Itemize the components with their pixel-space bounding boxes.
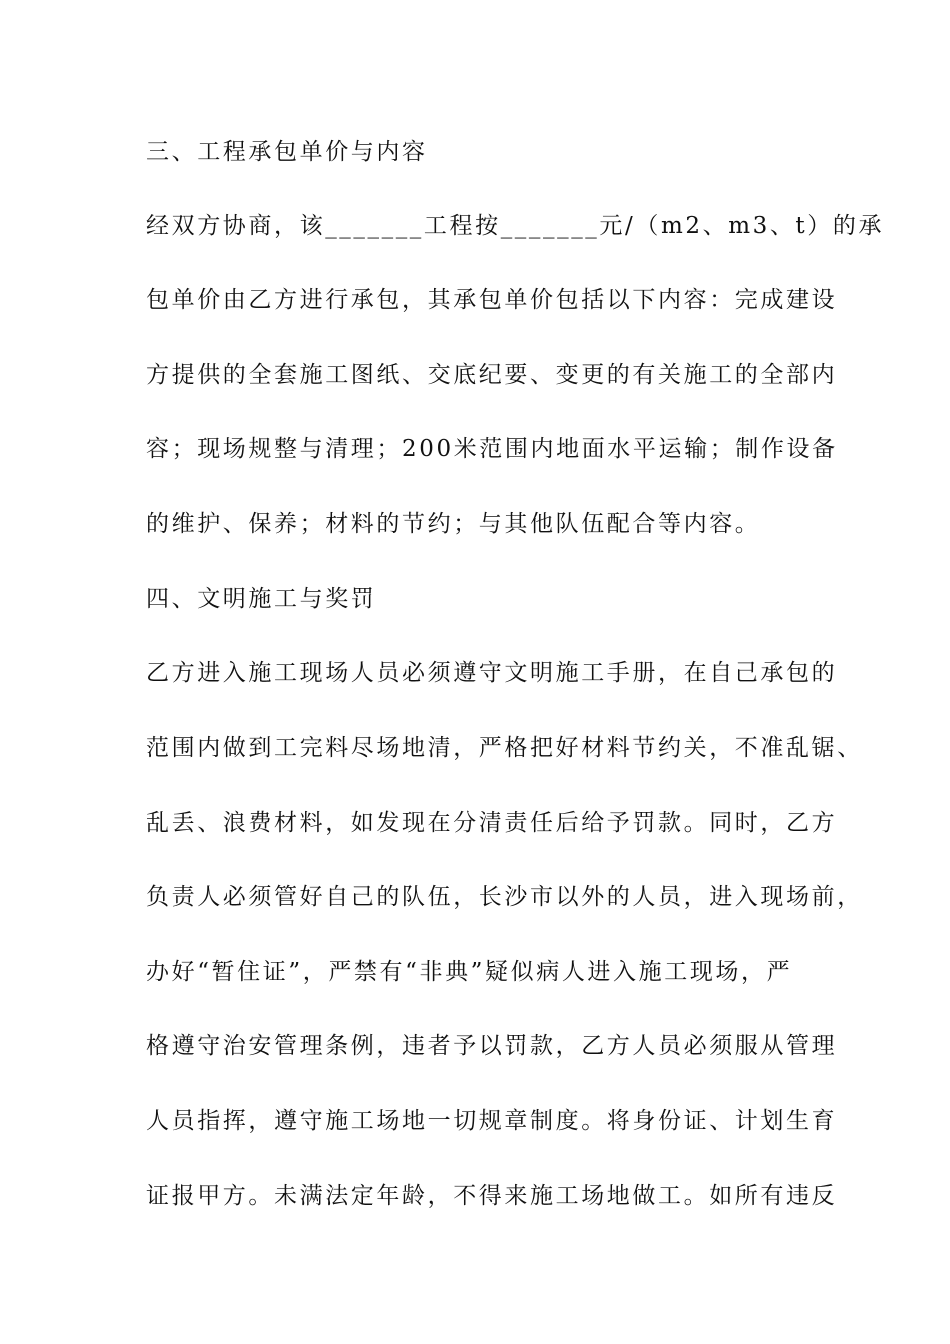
paragraph-line: 人员指挥，遵守施工场地一切规章制度。将身份证、计划生育 <box>146 1108 838 1134</box>
paragraph-line: 负责人必须管好自己的队伍，长沙市以外的人员，进入现场前， <box>146 884 863 910</box>
paragraph-line: 的维护、保养；材料的节约；与其他队伍配合等内容。 <box>146 511 761 537</box>
paragraph-line: 证报甲方。未满法定年龄，不得来施工场地做工。如所有违反 <box>146 1183 838 1209</box>
paragraph-line: 包单价由乙方进行承包，其承包单价包括以下内容：完成建设 <box>146 287 838 313</box>
paragraph-line: 格遵守治安管理条例，违者予以罚款，乙方人员必须服从管理 <box>146 1033 838 1059</box>
section-heading-4: 四、文明施工与奖罚 <box>146 586 377 612</box>
paragraph-line: 容；现场规整与清理；200米范围内地面水平运输；制作设备 <box>146 436 838 462</box>
section-heading-3: 三、工程承包单价与内容 <box>146 139 428 165</box>
paragraph-line: 办好“暂住证”，严禁有“非典”疑似病人进入施工现场，严 <box>146 959 793 985</box>
paragraph-line: 乱丢、浪费材料，如发现在分清责任后给予罚款。同时，乙方 <box>146 810 838 836</box>
paragraph-line: 范围内做到工完料尽场地清，严格把好材料节约关，不准乱锯、 <box>146 735 863 761</box>
paragraph-line: 方提供的全套施工图纸、交底纪要、变更的有关施工的全部内 <box>146 362 838 388</box>
paragraph-line: 乙方进入施工现场人员必须遵守文明施工手册，在自己承包的 <box>146 660 838 686</box>
paragraph-line: 经双方协商，该_______工程按_______元/（m2、m3、t）的承 <box>146 213 885 239</box>
